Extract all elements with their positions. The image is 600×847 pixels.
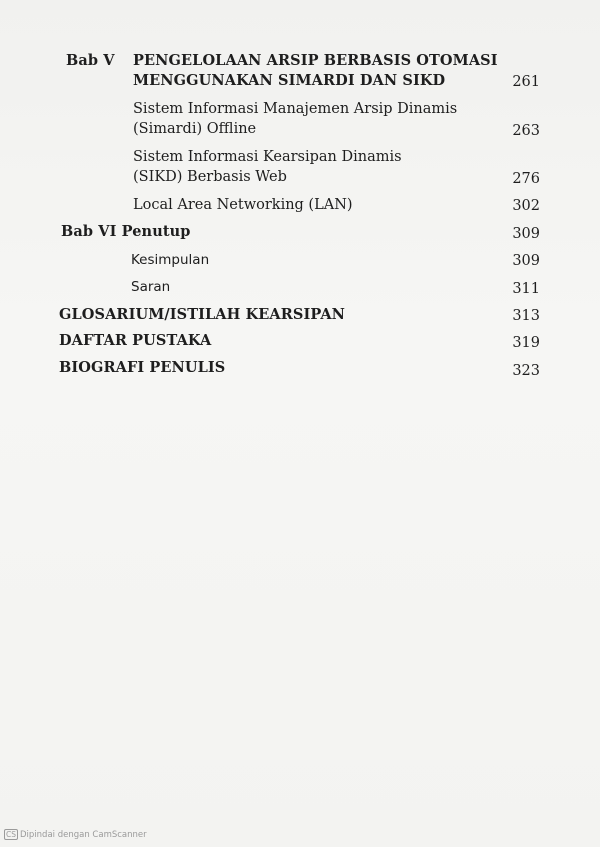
page-number-bab6: 309 [512, 226, 540, 242]
camscanner-logo-icon: CS [6, 830, 16, 839]
chapter-title-bab5-line1: PENGELOLAAN ARSIP BERBASIS OTOMASI [133, 52, 498, 69]
page-number-simardi: 263 [512, 123, 540, 139]
toc-entry-glosarium: GLOSARIUM/ISTILAH KEARSIPAN [59, 306, 346, 323]
section-title-saran: Saran [131, 279, 171, 295]
toc-entry-biografi-penulis: BIOGRAFI PENULIS [59, 359, 226, 376]
section-title-simardi-line2: (Simardi) Offline [133, 121, 257, 137]
page-number-biografi-penulis: 323 [512, 363, 540, 379]
section-title-sikd-line1: Sistem Informasi Kearsipan Dinamis [133, 149, 402, 165]
section-title-lan: Local Area Networking (LAN) [133, 197, 353, 213]
page-number-kesimpulan: 309 [512, 253, 540, 269]
section-title-simardi-line1: Sistem Informasi Manajemen Arsip Dinamis [133, 101, 458, 117]
scanner-watermark-text: Dipindai dengan CamScanner [20, 830, 147, 840]
section-title-sikd-line2: (SIKD) Berbasis Web [133, 169, 287, 185]
page-number-bab5: 261 [512, 74, 540, 90]
scanner-watermark [4, 829, 147, 840]
page-number-saran: 311 [512, 281, 540, 297]
section-title-kesimpulan: Kesimpulan [131, 252, 210, 268]
page-number-lan: 302 [512, 198, 540, 214]
page-number-sikd: 276 [512, 171, 540, 187]
chapter-label-bab6: Bab VI Penutup [61, 223, 191, 240]
chapter-title-bab5-line2: MENGGUNAKAN SIMARDI DAN SIKD [133, 72, 446, 89]
toc-entry-daftar-pustaka: DAFTAR PUSTAKA [59, 332, 212, 349]
page-number-daftar-pustaka: 319 [512, 335, 540, 351]
page-number-glosarium: 313 [512, 308, 540, 324]
chapter-label-bab5: Bab V [66, 52, 115, 69]
